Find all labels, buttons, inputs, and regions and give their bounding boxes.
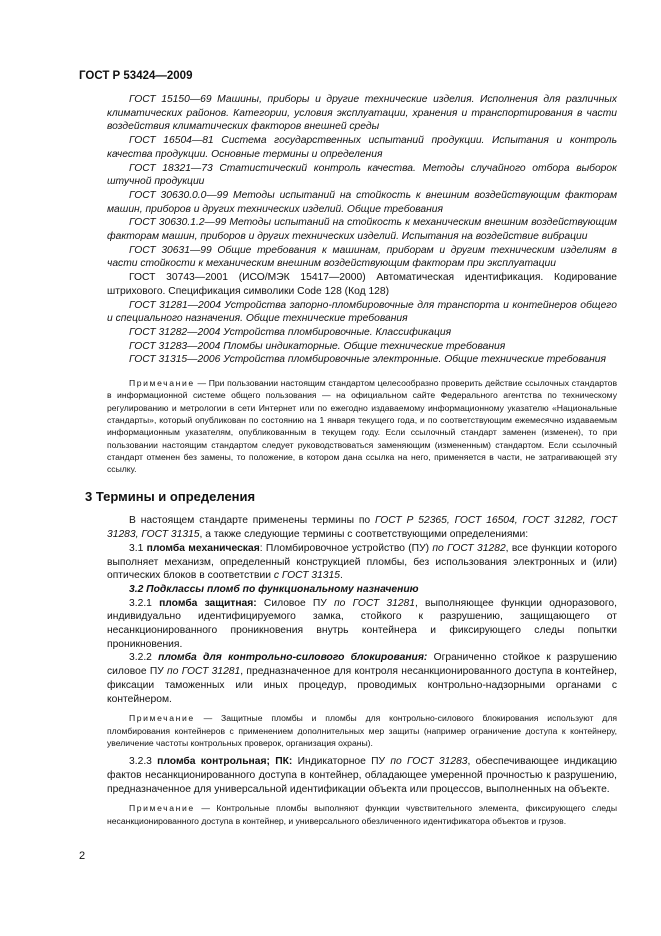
note-reference-standards bbox=[107, 377, 617, 475]
reference-gost-31315: ГОСТ 31315—2006 Устройства пломбировочные электронные. Общие технические требования bbox=[129, 354, 606, 366]
page-content bbox=[85, 93, 618, 827]
reference-gost-31281: ГОСТ 31281—2004 Устройства запорно-пломбировочные для транспорта и контейнеров общего и специального назначения. Общие технические требования bbox=[107, 299, 617, 325]
reference-gost-15150: ГОСТ 15150—69 Машины, приборы и другие технические изделия. Исполнения для различных климатических районов. Категории, условия эксплуатации, хранения и транспортирования в части воздействия климатических факторов внешней среды bbox=[107, 94, 617, 133]
term-3-2-2-name: пломба для контрольно-силового блокирования: bbox=[158, 652, 428, 664]
reference-gost-31283: ГОСТ 31283—2004 Пломбы индикаторные. Общие технические требования bbox=[129, 340, 506, 352]
term-3-2-3: 3.2.3 пломба контрольная; ПК: Индикаторное ПУ по ГОСТ 31283, обеспечивающее индикацию фактов несанкционированного доступа в контейнер, обладающее умеренной прочностью к разрушению, предназначенное для универсальной идентификации объекта или процессов, выполненных на объекте. bbox=[107, 756, 618, 795]
reference-gost-31282: ГОСТ 31282—2004 Устройства пломбировочные. Классификация bbox=[129, 326, 452, 338]
reference-gost-30630-0-0: ГОСТ 30630.0.0—99 Методы испытаний на стойкость к внешним воздействующим факторам машин, приборов и других технических изделий. Общие требования bbox=[107, 189, 617, 215]
section-3-title: 3 Термины и определения bbox=[85, 489, 256, 505]
term-3-1-name: пломба механическая bbox=[146, 542, 260, 554]
note-text: — При пользовании настоящим стандартом целесообразно проверить действие ссылочных стандартов в информационной системе общего пользования — на официальном сайте Федерального агентства по техническому регулированию и метрологии в сети Интернет или по ежегодно издаваемому информационному указателю «Национальные стандарты», который опубликован по состоянию на 1 января текущего года, и по соответствующим ежемесячно издаваемым информационным указателям, опубликованным в текущем году. Если ссылочный стандарт заменен (изменен), то при пользовании настоящим стандартом следует руководствоваться заменяющим (измененным) стандартом. Если ссылочный стандарт отменен без замены, то положение, в котором дана ссылка на него, применяется в части, не затрагивающей эту ссылку. bbox=[107, 378, 618, 475]
note-control-seals: Примечание — Контрольные пломбы выполняют функции чувствительного элемента, фиксирующего следы несанкционированного доступа в контейнер, и универсального обезличенного идентификатора объектов и грузов. bbox=[107, 803, 617, 826]
reference-gost-30631: ГОСТ 30631—99 Общие требования к машинам, приборам и другим техническим изделиям в части стойкости к механическим внешним воздействующим факторам при эксплуатации bbox=[107, 244, 617, 270]
subsection-3-2-heading: 3.2 Подклассы пломб по функциональному назначению bbox=[129, 583, 419, 595]
document-code-header: ГОСТ Р 53424—2009 bbox=[79, 70, 193, 82]
term-3-2-1: 3.2.1 пломба защитная: Силовое ПУ по ГОСТ 31281, выполняющее функции одноразового, индивидуально идентифицируемого замка, стойкого к разрушению, защищающего от несанкционированного проникновения внутрь контейнера и фиксирующего следы попытки проникновения. bbox=[107, 597, 617, 650]
term-3-2-2: 3.2.2 пломба для контрольно-силового блокирования: Ограниченно стойкое к разрушению силовое ПУ по ГОСТ 31281, предназначенное для контроля несанкционированного доступа в контейнер, фиксации таможенных или иных процедур, проводимых контрольно-надзорными органами с контейнером. bbox=[107, 652, 618, 705]
note-label: Примечание bbox=[129, 378, 195, 389]
reference-gost-18321: ГОСТ 18321—73 Статистический контроль качества. Методы случайного отбора выборок штучной продукции bbox=[107, 162, 617, 188]
page-number: 2 bbox=[79, 850, 86, 862]
term-3-2-3-name: пломба контрольная; bbox=[157, 756, 270, 768]
reference-gost-30743: ГОСТ 30743—2001 (ИСО/МЭК 15417—2000) Автоматическая идентификация. Кодирование штрихового. Спецификация символики Code 128 (Код 128) bbox=[107, 272, 617, 297]
term-3-1: 3.1 пломба механическая: Пломбировочное устройство (ПУ) по ГОСТ 31282, все функции которого выполняет механизм, определенный конструкцией пломбы, без использования электронных и (или) оптических блоков в соответствии с ГОСТ 31315. bbox=[107, 542, 617, 582]
reference-gost-16504: ГОСТ 16504—81 Система государственных испытаний продукции. Испытания и контроль качества продукции. Основные термины и определения bbox=[107, 135, 617, 160]
section-3-intro: В настоящем стандарте применены термины по ГОСТ Р 52365, ГОСТ 16504, ГОСТ 31282, ГОСТ 31283, ГОСТ 31315, а также следующие термины с соответствующими определениями: bbox=[107, 515, 617, 541]
note-protective-seals: Примечание — Защитные пломбы и пломбы для контрольно-силового блокирования используют для пломбирования контейнеров с применением дополнительных мер защиты (например ограничение доступа к контейнеру, увеличение частоты контрольных проверок, организация охраны). bbox=[107, 713, 617, 748]
reference-gost-30630-1-2: ГОСТ 30630.1.2—99 Методы испытаний на стойкость к механическим внешним воздействующим факторам машин, приборов и других технических изделий. Испытания на воздействие вибрации bbox=[107, 217, 617, 243]
term-3-2-1-name: пломба защитная: bbox=[159, 597, 257, 609]
